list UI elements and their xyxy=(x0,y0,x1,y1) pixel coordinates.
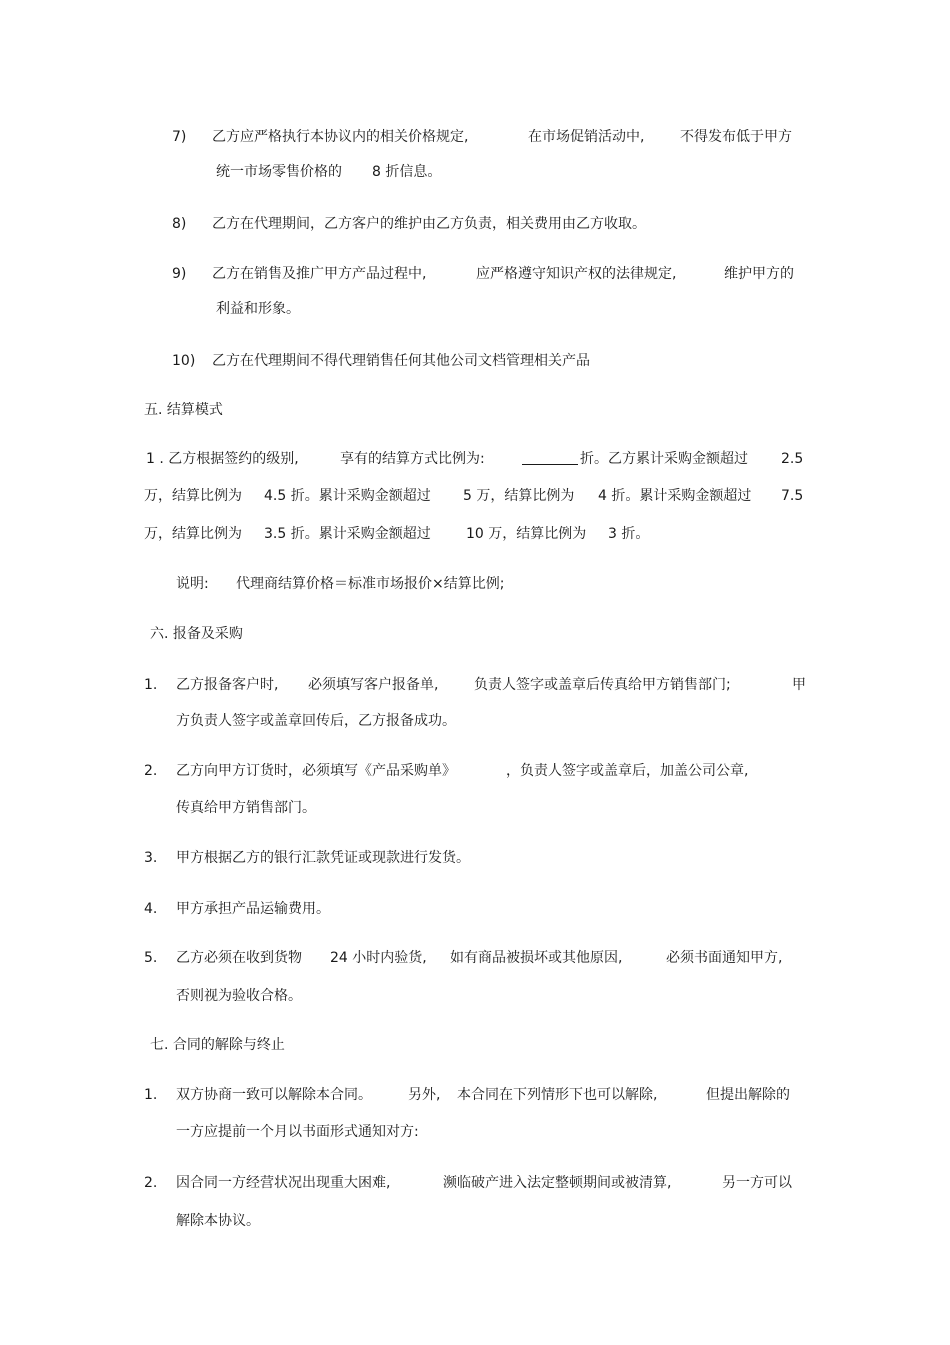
ratio-blank[interactable] xyxy=(522,449,578,469)
clause-text: 乙方应严格执行本协议内的相关价格规定, xyxy=(212,129,469,145)
clause-text: 乙方向甲方订货时，必须填写《产品采购单》 xyxy=(176,763,456,779)
clause-text: 在市场促销活动中, xyxy=(528,129,645,145)
list-number: 9) xyxy=(172,266,187,282)
list-number: 4. xyxy=(144,901,158,917)
paragraph-text: 折。乙方累计采购金额超过 xyxy=(580,451,748,467)
clause-text: 双方协商一致可以解除本合同。 xyxy=(176,1087,372,1103)
paragraph-text: 万，结算比例为 xyxy=(144,488,242,504)
section-heading: 六. 报备及采购 xyxy=(150,626,243,642)
paragraph-text: 5 万，结算比例为 xyxy=(463,488,575,504)
paragraph-text: 3.5 折。累计采购金额超过 xyxy=(264,526,431,542)
list-number: 1. xyxy=(144,1087,158,1103)
list-number: 8) xyxy=(172,216,187,232)
paragraph-text: 4 折。累计采购金额超过 xyxy=(598,488,752,504)
list-number: 7) xyxy=(172,129,187,145)
clause-text: 一方应提前一个月以书面形式通知对方: xyxy=(176,1124,419,1140)
list-number: 10) xyxy=(172,353,196,369)
paragraph-text: 享有的结算方式比例为: xyxy=(340,451,485,467)
clause-text: 必须填写客户报备单, xyxy=(308,677,439,693)
clause-text: 24 小时内验货, xyxy=(330,950,427,966)
clause-text: 维护甲方的 xyxy=(724,266,794,282)
clause-text: 应严格遵守知识产权的法律规定, xyxy=(476,266,677,282)
paragraph-text: 10 万，结算比例为 xyxy=(466,526,587,542)
clause-text: 乙方在代理期间不得代理销售任何其他公司文档管理相关产品 xyxy=(212,353,590,369)
clause-text: 不得发布低于甲方 xyxy=(680,129,792,145)
clause-text: 8 折信息。 xyxy=(372,164,442,180)
clause-text: 但提出解除的 xyxy=(706,1087,790,1103)
clause-text: 另外, xyxy=(408,1087,441,1103)
clause-text: 甲方根据乙方的银行汇款凭证或现款进行发货。 xyxy=(176,850,470,866)
clause-text: 甲 xyxy=(792,677,806,693)
clause-text: 统一市场零售价格的 xyxy=(216,164,342,180)
clause-text: 否则视为验收合格。 xyxy=(176,988,302,1004)
clause-text: 乙方必须在收到货物 xyxy=(176,950,302,966)
clause-text: 另一方可以 xyxy=(722,1175,792,1191)
clause-text: 必须书面通知甲方, xyxy=(666,950,783,966)
note-label: 说明: xyxy=(176,576,209,592)
section-heading: 七. 合同的解除与终止 xyxy=(150,1037,285,1053)
paragraph-text: 2.5 xyxy=(781,451,804,467)
clause-text: 因合同一方经营状况出现重大困难, xyxy=(176,1175,391,1191)
clause-text: 方负责人签字或盖章回传后，乙方报备成功。 xyxy=(176,713,456,729)
clause-text: 甲方承担产品运输费用。 xyxy=(176,901,330,917)
list-number: 3. xyxy=(144,850,158,866)
clause-text: 乙方在代理期间，乙方客户的维护由乙方负责，相关费用由乙方收取。 xyxy=(212,216,646,232)
list-number: 2. xyxy=(144,1175,158,1191)
clause-text: 解除本协议。 xyxy=(176,1213,260,1229)
clause-text: 利益和形象。 xyxy=(216,301,300,317)
section-heading: 五. 结算模式 xyxy=(144,402,223,418)
paragraph-text: 3 折。 xyxy=(608,526,650,542)
note-text: 代理商结算价格＝标准市场报价×结算比例; xyxy=(236,576,505,592)
clause-text: 如有商品被损坏或其他原因, xyxy=(450,950,623,966)
clause-text: 濒临破产进入法定整顿期间或被清算, xyxy=(443,1175,672,1191)
clause-text: ，负责人签字或盖章后，加盖公司公章, xyxy=(506,763,749,779)
list-number: 5. xyxy=(144,950,158,966)
clause-text: 乙方在销售及推广甲方产品过程中, xyxy=(212,266,427,282)
paragraph-text: 万，结算比例为 xyxy=(144,526,242,542)
clause-text: 传真给甲方销售部门。 xyxy=(176,800,316,816)
paragraph-text: 1 . 乙方根据签约的级别, xyxy=(146,451,299,467)
clause-text: 负责人签字或盖章后传真给甲方销售部门; xyxy=(474,677,731,693)
paragraph-text: 7.5 xyxy=(781,488,804,504)
list-number: 2. xyxy=(144,763,158,779)
paragraph-text: 4.5 折。累计采购金额超过 xyxy=(264,488,431,504)
clause-text: 本合同在下列情形下也可以解除, xyxy=(457,1087,658,1103)
list-number: 1. xyxy=(144,677,158,693)
clause-text: 乙方报备客户时, xyxy=(176,677,279,693)
